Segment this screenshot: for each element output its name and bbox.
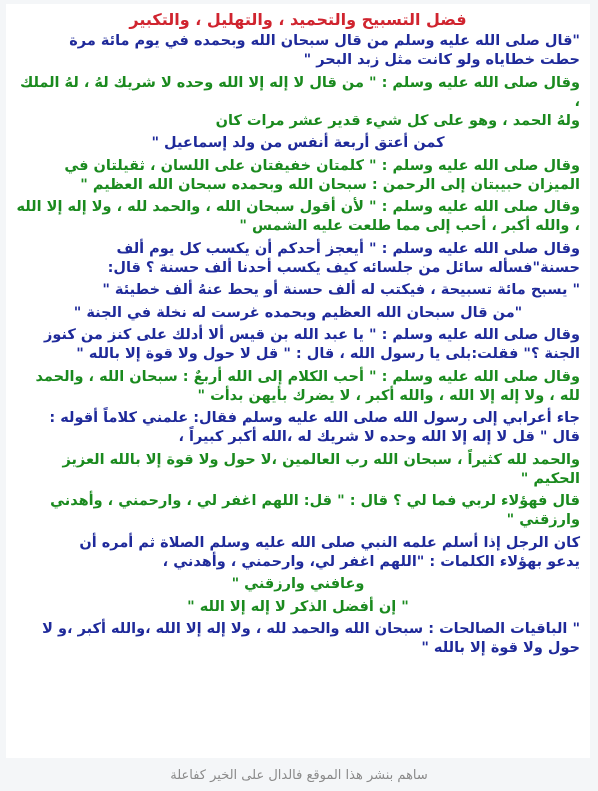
hadith-line: كان الرجل إذا أسلم علمه النبي صلى الله عليه وسلم الصلاة ثم أمره أن: [79, 534, 580, 551]
hadith-line: لله ، ولا إله إلا الله ، والله أكبر ، لا يضرك بأيهن بدأت ": [197, 387, 580, 404]
hadith-line: " الباقيات الصالحات : سبحان الله والحمد لله ، ولا إله إلا الله ،والله أكبر ،و لا: [42, 621, 580, 637]
hadith-paragraph: [16, 157, 580, 195]
hadith-line: حطت خطاياه ولو كانت مثل زبد البحر ": [303, 52, 580, 68]
hadith-line: وارزقني ": [506, 512, 580, 528]
hadith-line: يدعو بهؤلاء الكلمات : "اللهم اغفر لي، وارحمني ، وأهدني ،: [162, 553, 580, 570]
hadith-paragraph: [16, 198, 580, 236]
hadith-paragraph: [16, 575, 580, 594]
hadith-line: كمن أعتق أربعة أنفس من ولد إسماعيل ": [151, 135, 445, 151]
hadith-line: وقال صلى الله عليه وسلم : " أيعجز أحدكم أن يكسب كل يوم ألف: [116, 240, 580, 257]
hadith-paragraph: [16, 240, 580, 278]
content-card: [6, 4, 590, 758]
hadith-paragraph: [16, 492, 580, 530]
footer-text: ساهم بنشر هذا الموقع فالدال على الخير كفاعلة: [170, 768, 428, 783]
hadith-line: ، والله أكبر ، أحب إلى مما طلعت عليه الشمس ": [239, 218, 580, 234]
hadith-paragraph: [16, 134, 580, 153]
hadith-line: وقال صلى الله عليه وسلم : " كلمتان خفيفتان على اللسان ، ثقيلتان في: [64, 157, 580, 174]
hadith-line: جاء أعرابي إلى رسول الله صلى الله عليه وسلم فقال: علمني كلاماً أقوله :: [49, 410, 580, 426]
hadith-line: حول ولا قوة إلا بالله ": [421, 640, 580, 656]
hadith-paragraph: [16, 451, 580, 489]
hadith-paragraph: [16, 620, 580, 658]
hadith-paragraph: [16, 74, 580, 131]
hadith-line: قال فهؤلاء لربي فما لي ؟ قال : " قل: اللهم اغفر لي ، وارحمني ، وأهدني: [50, 493, 580, 509]
hadith-paragraph: [16, 326, 580, 364]
hadith-line: "من قال سبحان الله العظيم وبحمده غرست له نخلة في الجنة ": [73, 304, 523, 321]
hadith-line: وقال صلى الله عليه وسلم : " من قال لا إله إلا الله وحده لا شريك لهُ ، لهُ الملك ،: [19, 74, 580, 110]
hadith-line: قال " قل لا إله إلا الله وحده لا شريك له ،الله أكبر كبيراً ،: [178, 429, 580, 445]
hadith-line: " إن أفضل الذكر لا إله إلا الله ": [187, 598, 409, 615]
hadith-line: " يسبح مائة تسبيحة ، فيكتب له ألف حسنة أو يحط عنهُ ألف خطيئة ": [102, 282, 580, 298]
hadith-line: وقال صلى الله عليه وسلم : " أحب الكلام إلى الله أربعٌ : سبحان الله ، والحمد: [35, 368, 580, 385]
hadith-list: [16, 32, 580, 658]
hadith-line: وعافني وارزقني ": [231, 576, 365, 592]
hadith-line: "قال صلى الله عليه وسلم من قال سبحان الله وبحمده في يوم مائة مرة: [69, 33, 580, 49]
page-title: فضل التسبيح والتحميد ، والتهليل ، والتكبير: [129, 10, 467, 29]
hadith-paragraph: [16, 534, 580, 572]
hadith-paragraph: [16, 368, 580, 406]
hadith-line: وقال صلى الله عليه وسلم : " لأن أقول سبحان الله ، والحمد لله ، ولا إله إلا الله: [16, 199, 580, 215]
hadith-paragraph: [16, 409, 580, 447]
hadith-paragraph: [16, 598, 580, 617]
hadith-line: حسنة"فسأله سائل من جلسائه كيف يكسب أحدنا ألف حسنة ؟ قال:: [107, 259, 580, 276]
hadith-line: الحكيم ": [520, 470, 580, 487]
hadith-line: ولهُ الحمد ، وهو على كل شيء قدير عشر مرات كان: [215, 112, 580, 129]
hadith-line: والحمد لله كثيراً ، سبحان الله رب العالمين ،لا حول ولا قوة إلا بالله العزيز: [62, 451, 580, 468]
hadith-line: الجنة ؟" فقلت:بلى يا رسول الله ، قال : " قل لا حول ولا قوة إلا بالله ": [76, 346, 580, 362]
hadith-line: الميزان حبيبتان إلى الرحمن : سبحان الله وبحمده سبحان الله العظيم ": [80, 176, 580, 193]
hadith-line: وقال صلى الله عليه وسلم : " يا عبد الله بن قيس ألا أدلك على كنز من كنوز: [44, 327, 580, 343]
hadith-paragraph: [16, 281, 580, 300]
hadith-paragraph: [16, 32, 580, 70]
hadith-paragraph: [16, 304, 580, 323]
